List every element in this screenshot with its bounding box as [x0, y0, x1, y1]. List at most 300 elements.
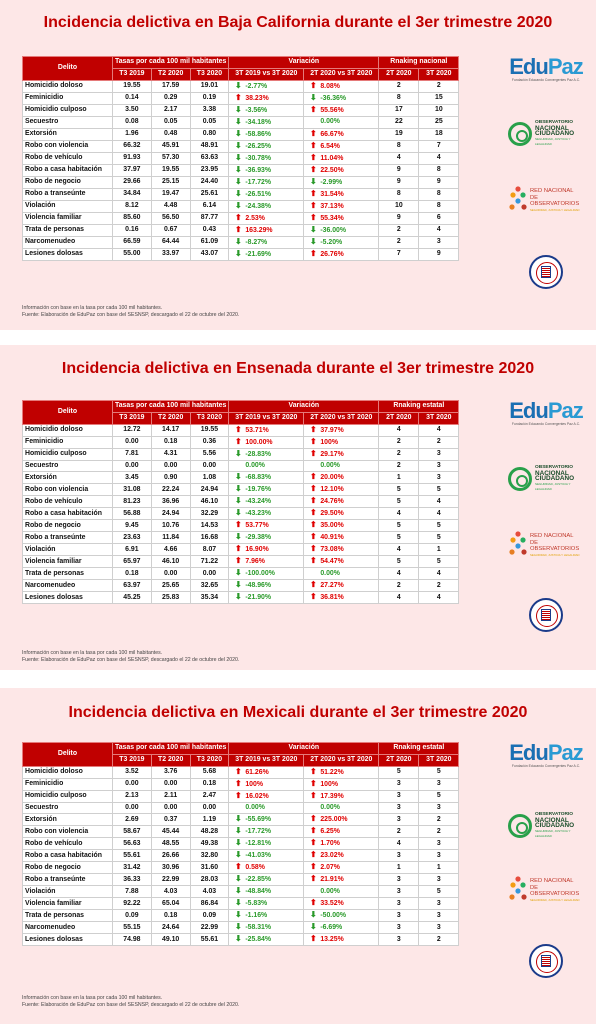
crime-name: Homicidio doloso: [23, 424, 113, 436]
note-line: Fuente: Elaboración de EduPaz con base del SESNSP, descargado el 22 de octubre del 2020.: [22, 312, 240, 318]
arrow-down-icon: ⬇: [234, 236, 242, 246]
variation-2t2020-3t2020: [304, 448, 379, 460]
ranking-3t-2020: 3: [419, 236, 459, 248]
table-row: [23, 898, 459, 910]
crime-name: Violación: [23, 200, 113, 212]
rate-t3-2019: 37.97: [113, 164, 152, 176]
variation-3t2019-3t2020: [229, 568, 304, 580]
variation-2t2020-3t2020: [304, 778, 379, 790]
rate-t3-2019: 31.08: [113, 484, 152, 496]
ranking-2t-2020: 3: [379, 898, 419, 910]
ranking-3t-2020: 4: [419, 424, 459, 436]
ranking-2t-2020: 22: [379, 116, 419, 128]
observatorio-text: OBSERVATORIO: [535, 120, 574, 125]
crime-name: Violencia familiar: [23, 898, 113, 910]
subheader-r2: 2T 2020: [379, 68, 419, 80]
header-variacion: Variación: [229, 401, 379, 413]
variation-value: 66.67%: [320, 130, 344, 138]
rate-t3-2019: 7.88: [113, 886, 152, 898]
crime-name: Violencia familiar: [23, 212, 113, 224]
rate-t3-2020: 71.22: [190, 556, 229, 568]
arrow-up-icon: ⬆: [309, 532, 317, 542]
red-nacional-emblem-icon: [508, 530, 528, 560]
variation-2t2020-3t2020: [304, 212, 379, 224]
rate-t3-2019: 55.61: [113, 850, 152, 862]
red-nacional-text: RED NACIONAL: [530, 533, 574, 540]
ranking-3t-2020: 3: [419, 460, 459, 472]
ranking-2t-2020: 5: [379, 556, 419, 568]
rate-t2-2020: 11.84: [151, 532, 190, 544]
rate-t3-2019: 0.00: [113, 436, 152, 448]
ranking-2t-2020: 1: [379, 472, 419, 484]
variation-value: 16.02%: [245, 792, 269, 800]
red-nacional-emblem-icon: [508, 875, 528, 905]
arrow-up-icon: ⬆: [309, 508, 317, 518]
seal-logo: [508, 255, 584, 289]
variation-3t2019-3t2020: [229, 556, 304, 568]
arrow-down-icon: ⬇: [234, 874, 242, 884]
ranking-3t-2020: 1: [419, 544, 459, 556]
red-nacional-text: DE OBSERVATORIOS: [530, 194, 580, 208]
rate-t3-2020: 16.68: [190, 532, 229, 544]
observatorio-nacional-logo: [508, 120, 584, 148]
table-row: [23, 248, 459, 260]
observatorio-text: NACIONAL: [535, 124, 569, 132]
ranking-2t-2020: 2: [379, 224, 419, 236]
table-row: [23, 790, 459, 802]
variation-3t2019-3t2020: [229, 80, 304, 92]
rate-t3-2019: 66.59: [113, 236, 152, 248]
variation-value: 40.91%: [320, 534, 344, 542]
variation-3t2019-3t2020: [229, 140, 304, 152]
rate-t3-2019: 36.33: [113, 874, 152, 886]
edupaz-logo: [508, 56, 584, 82]
variation-3t2019-3t2020: [229, 188, 304, 200]
crime-name: Homicidio doloso: [23, 80, 113, 92]
variation-value: 17.39%: [320, 792, 344, 800]
table-row: [23, 224, 459, 236]
header-ranking: Rnaking nacional: [379, 57, 459, 69]
variation-value: 29.50%: [320, 510, 344, 518]
variation-3t2019-3t2020: [229, 544, 304, 556]
arrow-down-icon: ⬇: [234, 886, 242, 896]
rate-t2-2020: 19.55: [151, 164, 190, 176]
ranking-3t-2020: 5: [419, 520, 459, 532]
ranking-2t-2020: 3: [379, 790, 419, 802]
variation-2t2020-3t2020: [304, 436, 379, 448]
rate-t3-2020: 86.84: [190, 898, 229, 910]
variation-2t2020-3t2020: [304, 188, 379, 200]
variation-3t2019-3t2020: [229, 802, 304, 814]
rate-t3-2019: 29.66: [113, 176, 152, 188]
edupaz-logo-text: Edu: [509, 54, 548, 79]
variation-value: 2.53%: [245, 214, 265, 222]
variation-value: 100%: [245, 780, 263, 788]
variation-value: 0.00%: [320, 887, 340, 895]
rate-t3-2020: 19.55: [190, 424, 229, 436]
variation-value: 53.71%: [245, 426, 269, 434]
crime-name: Robo de vehículo: [23, 838, 113, 850]
rate-t3-2019: 2.69: [113, 814, 152, 826]
rate-t3-2020: 0.09: [190, 910, 229, 922]
arrow-down-icon: ⬇: [309, 236, 317, 246]
variation-2t2020-3t2020: [304, 580, 379, 592]
rate-t3-2020: 48.91: [190, 140, 229, 152]
rate-t3-2019: 12.72: [113, 424, 152, 436]
rate-t3-2019: 9.45: [113, 520, 152, 532]
ranking-2t-2020: 4: [379, 424, 419, 436]
ranking-3t-2020: 18: [419, 128, 459, 140]
rate-t3-2019: 85.60: [113, 212, 152, 224]
crime-name: Narcomenudeo: [23, 922, 113, 934]
subheader-r2: 2T 2020: [379, 754, 419, 766]
crime-name: Narcomenudeo: [23, 580, 113, 592]
variation-value: 53.77%: [245, 522, 269, 530]
variation-3t2019-3t2020: [229, 212, 304, 224]
table-row: [23, 886, 459, 898]
crime-name: Robo a transeúnte: [23, 874, 113, 886]
note-line: Fuente: Elaboración de EduPaz con base del SESNSP, descargado el 22 de octubre del 2020.: [22, 657, 240, 663]
arrow-up-icon: ⬆: [309, 766, 317, 776]
edupaz-logo-text: Edu: [509, 398, 548, 423]
subheader-t3_2019: T3 2019: [113, 754, 152, 766]
variation-value: -17.72%: [245, 828, 271, 836]
table-row: [23, 778, 459, 790]
arrow-up-icon: ⬆: [309, 140, 317, 150]
variation-value: 6.25%: [320, 828, 340, 836]
rate-t3-2020: 35.34: [190, 592, 229, 604]
variation-value: 0.00%: [320, 118, 340, 125]
variation-value: -58.31%: [245, 924, 271, 932]
variation-2t2020-3t2020: [304, 862, 379, 874]
rate-t2-2020: 30.96: [151, 862, 190, 874]
rate-t2-2020: 0.48: [151, 128, 190, 140]
rate-t3-2019: 56.63: [113, 838, 152, 850]
variation-3t2019-3t2020: [229, 92, 304, 104]
rate-t3-2020: 32.29: [190, 508, 229, 520]
ranking-3t-2020: 4: [419, 568, 459, 580]
rate-t3-2020: 0.43: [190, 224, 229, 236]
ranking-2t-2020: 4: [379, 838, 419, 850]
arrow-down-icon: ⬇: [234, 850, 242, 860]
subheader-r2: 2T 2020: [379, 412, 419, 424]
table-row: [23, 862, 459, 874]
crime-table: [22, 56, 459, 261]
edupaz-logo-text: Paz: [547, 740, 583, 765]
ranking-2t-2020: 5: [379, 520, 419, 532]
ranking-2t-2020: 2: [379, 460, 419, 472]
rate-t3-2019: 56.88: [113, 508, 152, 520]
variation-value: 100%: [320, 780, 338, 788]
table-row: [23, 508, 459, 520]
ranking-2t-2020: 2: [379, 448, 419, 460]
variation-3t2019-3t2020: [229, 814, 304, 826]
variation-value: -17.72%: [245, 178, 271, 186]
rate-t3-2020: 24.94: [190, 484, 229, 496]
variation-value: -8.27%: [245, 238, 268, 246]
rate-t3-2020: 32.65: [190, 580, 229, 592]
crime-table: [22, 400, 459, 604]
subheader-var1: 3T 2019 vs 3T 2020: [229, 68, 304, 80]
rate-t3-2019: 0.14: [113, 92, 152, 104]
arrow-down-icon: ⬇: [234, 592, 242, 602]
rate-t3-2019: 3.45: [113, 472, 152, 484]
rate-t3-2020: 0.00: [190, 460, 229, 472]
rate-t3-2020: 22.99: [190, 922, 229, 934]
variation-2t2020-3t2020: [304, 898, 379, 910]
ranking-2t-2020: 5: [379, 532, 419, 544]
observatorio-text: NACIONAL: [535, 469, 569, 477]
crime-name: Secuestro: [23, 460, 113, 472]
table-row: [23, 176, 459, 188]
subheader-r3: 3T 2020: [419, 68, 459, 80]
rate-t2-2020: 10.76: [151, 520, 190, 532]
ranking-3t-2020: 5: [419, 484, 459, 496]
observatorio-text: CIUDADANO: [535, 475, 575, 483]
rate-t2-2020: 14.17: [151, 424, 190, 436]
rate-t3-2019: 92.22: [113, 898, 152, 910]
crime-name: Violación: [23, 886, 113, 898]
rate-t3-2020: 32.80: [190, 850, 229, 862]
variation-value: -34.18%: [245, 118, 271, 126]
variation-value: 0.00%: [320, 569, 340, 577]
ranking-3t-2020: 3: [419, 922, 459, 934]
rate-t2-2020: 46.10: [151, 556, 190, 568]
variation-2t2020-3t2020: [304, 556, 379, 568]
variation-value: -50.00%: [320, 912, 346, 920]
arrow-up-icon: ⬆: [309, 212, 317, 222]
variation-3t2019-3t2020: [229, 236, 304, 248]
ranking-3t-2020: 3: [419, 838, 459, 850]
variation-value: 0.00%: [320, 461, 340, 469]
table-row: [23, 104, 459, 116]
header-tasas: Tasas por cada 100 mil habitantes: [113, 743, 229, 755]
rate-t3-2020: 0.05: [190, 116, 229, 128]
ranking-2t-2020: 2: [379, 80, 419, 92]
rate-t2-2020: 4.03: [151, 886, 190, 898]
rate-t2-2020: 57.30: [151, 152, 190, 164]
rate-t3-2019: 8.12: [113, 200, 152, 212]
rate-t3-2019: 63.97: [113, 580, 152, 592]
subheader-var1: 3T 2019 vs 3T 2020: [229, 754, 304, 766]
ranking-2t-2020: 2: [379, 580, 419, 592]
crime-name: Feminicidio: [23, 778, 113, 790]
variation-value: 0.00%: [245, 803, 265, 811]
variation-3t2019-3t2020: [229, 128, 304, 140]
arrow-down-icon: ⬇: [309, 176, 317, 186]
rate-t2-2020: 0.00: [151, 568, 190, 580]
rate-t3-2020: 63.63: [190, 152, 229, 164]
edupaz-logo-text: Paz: [547, 398, 583, 423]
variation-2t2020-3t2020: [304, 934, 379, 946]
variation-value: 37.13%: [320, 202, 344, 210]
arrow-up-icon: ⬆: [234, 224, 242, 234]
table-row: [23, 140, 459, 152]
panel-title: Incidencia delictiva en Baja California durante el 3er trimestre 2020: [43, 14, 553, 31]
arrow-up-icon: ⬆: [309, 472, 317, 482]
table-row: [23, 424, 459, 436]
rate-t2-2020: 0.00: [151, 778, 190, 790]
rate-t2-2020: 3.76: [151, 766, 190, 778]
arrow-up-icon: ⬆: [234, 766, 242, 776]
arrow-up-icon: ⬆: [309, 544, 317, 554]
ranking-3t-2020: 3: [419, 778, 459, 790]
arrow-down-icon: ⬇: [234, 910, 242, 920]
variation-value: -3.56%: [245, 106, 268, 114]
variation-3t2019-3t2020: [229, 460, 304, 472]
subheader-var2: 2T 2020 vs 3T 2020: [304, 754, 379, 766]
subheader-var1: 3T 2019 vs 3T 2020: [229, 412, 304, 424]
arrow-up-icon: ⬆: [309, 164, 317, 174]
variation-2t2020-3t2020: [304, 152, 379, 164]
variation-value: 100.00%: [245, 438, 273, 446]
red-nacional-text: SEGURIDAD, JUSTICIA Y LEGALIDAD: [530, 897, 580, 902]
subheader-t3_2019: T3 2019: [113, 412, 152, 424]
crime-name: Robo a casa habitación: [23, 850, 113, 862]
crime-name: Robo a transeúnte: [23, 188, 113, 200]
subheader-t3_2020: T3 2020: [190, 68, 229, 80]
arrow-down-icon: ⬇: [234, 472, 242, 482]
variation-value: -12.81%: [245, 840, 271, 848]
table-row: [23, 436, 459, 448]
variation-value: 55.56%: [320, 106, 344, 114]
crime-name: Narcomenudeo: [23, 236, 113, 248]
rate-t3-2020: 5.56: [190, 448, 229, 460]
crime-name: Robo de vehículo: [23, 152, 113, 164]
table-row: [23, 874, 459, 886]
rate-t3-2019: 45.25: [113, 592, 152, 604]
rate-t2-2020: 0.00: [151, 802, 190, 814]
observatorio-text: CIUDADANO: [535, 130, 575, 138]
observatorio-text: SEGURIDAD, JUSTICIA Y LEGALIDAD: [535, 481, 571, 492]
ranking-3t-2020: 4: [419, 508, 459, 520]
variation-3t2019-3t2020: [229, 886, 304, 898]
edupaz-logo-text: Paz: [547, 54, 583, 79]
ranking-3t-2020: 5: [419, 766, 459, 778]
rate-t2-2020: 24.94: [151, 508, 190, 520]
rate-t3-2019: 0.16: [113, 224, 152, 236]
variation-3t2019-3t2020: [229, 484, 304, 496]
crime-name: Trata de personas: [23, 568, 113, 580]
table-row: [23, 520, 459, 532]
arrow-up-icon: ⬆: [234, 778, 242, 788]
arrow-down-icon: ⬇: [234, 922, 242, 932]
variation-value: 8.08%: [320, 82, 340, 90]
arrow-down-icon: ⬇: [234, 484, 242, 494]
table-row: [23, 802, 459, 814]
red-nacional-text: DE OBSERVATORIOS: [530, 539, 580, 553]
header-variacion: Variación: [229, 743, 379, 755]
variation-3t2019-3t2020: [229, 934, 304, 946]
variation-2t2020-3t2020: [304, 200, 379, 212]
arrow-up-icon: ⬆: [309, 436, 317, 446]
header-ranking: Rnaking estatal: [379, 743, 459, 755]
rate-t3-2020: 61.09: [190, 236, 229, 248]
table-row: [23, 200, 459, 212]
header-row: [23, 743, 459, 755]
variation-2t2020-3t2020: [304, 802, 379, 814]
arrow-up-icon: ⬆: [234, 520, 242, 530]
variation-3t2019-3t2020: [229, 532, 304, 544]
header-row: [23, 57, 459, 69]
variation-value: 37.97%: [320, 426, 344, 434]
variation-value: -5.20%: [320, 238, 343, 246]
rate-t3-2020: 3.38: [190, 104, 229, 116]
arrow-up-icon: ⬆: [309, 448, 317, 458]
rate-t2-2020: 4.48: [151, 200, 190, 212]
rate-t2-2020: 33.97: [151, 248, 190, 260]
ranking-3t-2020: 15: [419, 92, 459, 104]
red-nacional-logo: [508, 875, 584, 905]
observatorio-nacional-logo: [508, 465, 584, 493]
variation-2t2020-3t2020: [304, 248, 379, 260]
rate-t3-2020: 46.10: [190, 496, 229, 508]
rate-t3-2019: 2.13: [113, 790, 152, 802]
arrow-up-icon: ⬆: [309, 934, 317, 944]
ranking-3t-2020: 5: [419, 532, 459, 544]
arrow-up-icon: ⬆: [309, 496, 317, 506]
ranking-2t-2020: 3: [379, 934, 419, 946]
ranking-2t-2020: 8: [379, 92, 419, 104]
table-row: [23, 484, 459, 496]
crime-name: Extorsión: [23, 128, 113, 140]
subheader-r3: 3T 2020: [419, 754, 459, 766]
panel-title: Incidencia delictiva en Ensenada durante el 3er trimestre 2020: [61, 360, 535, 377]
table-row: [23, 544, 459, 556]
arrow-down-icon: ⬇: [234, 568, 242, 578]
arrow-down-icon: ⬇: [234, 508, 242, 518]
variation-2t2020-3t2020: [304, 508, 379, 520]
variation-2t2020-3t2020: [304, 544, 379, 556]
arrow-up-icon: ⬆: [309, 814, 317, 824]
header-delito: Delito: [23, 401, 113, 425]
rate-t3-2020: 48.28: [190, 826, 229, 838]
rate-t3-2019: 34.84: [113, 188, 152, 200]
table-row: [23, 580, 459, 592]
arrow-down-icon: ⬇: [234, 188, 242, 198]
ranking-3t-2020: 8: [419, 164, 459, 176]
crime-name: Feminicidio: [23, 92, 113, 104]
arrow-up-icon: ⬆: [309, 484, 317, 494]
variation-2t2020-3t2020: [304, 236, 379, 248]
ranking-3t-2020: 4: [419, 496, 459, 508]
ranking-3t-2020: 10: [419, 104, 459, 116]
header-delito: Delito: [23, 57, 113, 81]
rate-t3-2020: 43.07: [190, 248, 229, 260]
red-nacional-text: SEGURIDAD, JUSTICIA Y LEGALIDAD: [530, 552, 580, 557]
arrow-up-icon: ⬆: [309, 862, 317, 872]
ranking-3t-2020: 4: [419, 152, 459, 164]
arrow-down-icon: ⬇: [234, 200, 242, 210]
variation-value: 24.76%: [320, 498, 344, 506]
rate-t2-2020: 0.37: [151, 814, 190, 826]
variation-value: 11.04%: [320, 154, 344, 162]
observatorio-text: OBSERVATORIO: [535, 465, 574, 470]
variation-3t2019-3t2020: [229, 580, 304, 592]
arrow-up-icon: ⬆: [234, 436, 242, 446]
rate-t3-2019: 65.97: [113, 556, 152, 568]
subheader-t2_2020: T2 2020: [151, 754, 190, 766]
crime-name: Homicidio culposo: [23, 104, 113, 116]
variation-value: 51.22%: [320, 768, 344, 776]
variation-value: -36.36%: [320, 94, 346, 102]
ranking-2t-2020: 7: [379, 248, 419, 260]
variation-2t2020-3t2020: [304, 592, 379, 604]
crime-name: Lesiones dolosas: [23, 248, 113, 260]
arrow-up-icon: ⬆: [234, 862, 242, 872]
variation-value: -21.69%: [245, 250, 271, 258]
rate-t3-2019: 23.63: [113, 532, 152, 544]
